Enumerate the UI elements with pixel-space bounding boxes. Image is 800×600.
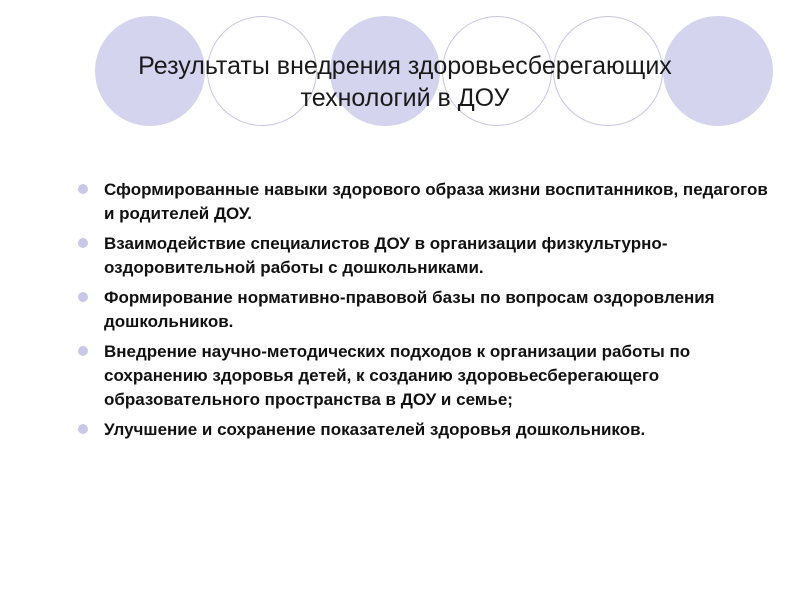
bullet-list xyxy=(76,178,776,448)
bullet-text: Взаимодействие специалистов ДОУ в организации физкультурно-оздоровительной работы с дошкольниками. xyxy=(104,234,668,277)
bullet-dot-icon xyxy=(78,424,88,434)
bullet-item xyxy=(76,418,776,442)
slide-title xyxy=(100,50,710,114)
bullet-text: Улучшение и сохранение показателей здоровья дошкольников. xyxy=(104,420,646,439)
bullet-text: Сформированные навыки здорового образа жизни воспитанников, педагогов и родителей ДОУ. xyxy=(104,180,768,223)
bullet-item xyxy=(76,232,776,280)
bullet-dot-icon xyxy=(78,238,88,248)
bullet-item xyxy=(76,340,776,412)
bullet-text: Внедрение научно-методических подходов к организации работы по сохранению здоровья детей, к созданию здоровьесберегающего образовательного пространства в ДОУ и семье; xyxy=(104,342,691,409)
slide-title-line-1: Результаты внедрения здоровьесберегающих xyxy=(138,52,672,80)
bullet-dot-icon xyxy=(78,184,88,194)
bullet-dot-icon xyxy=(78,292,88,302)
bullet-item xyxy=(76,178,776,226)
bullet-item xyxy=(76,286,776,334)
slide-title-line-2: технологий в ДОУ xyxy=(300,84,510,112)
bullet-text: Формирование нормативно-правовой базы по вопросам оздоровления дошкольников. xyxy=(104,288,715,331)
bullet-dot-icon xyxy=(78,346,88,356)
